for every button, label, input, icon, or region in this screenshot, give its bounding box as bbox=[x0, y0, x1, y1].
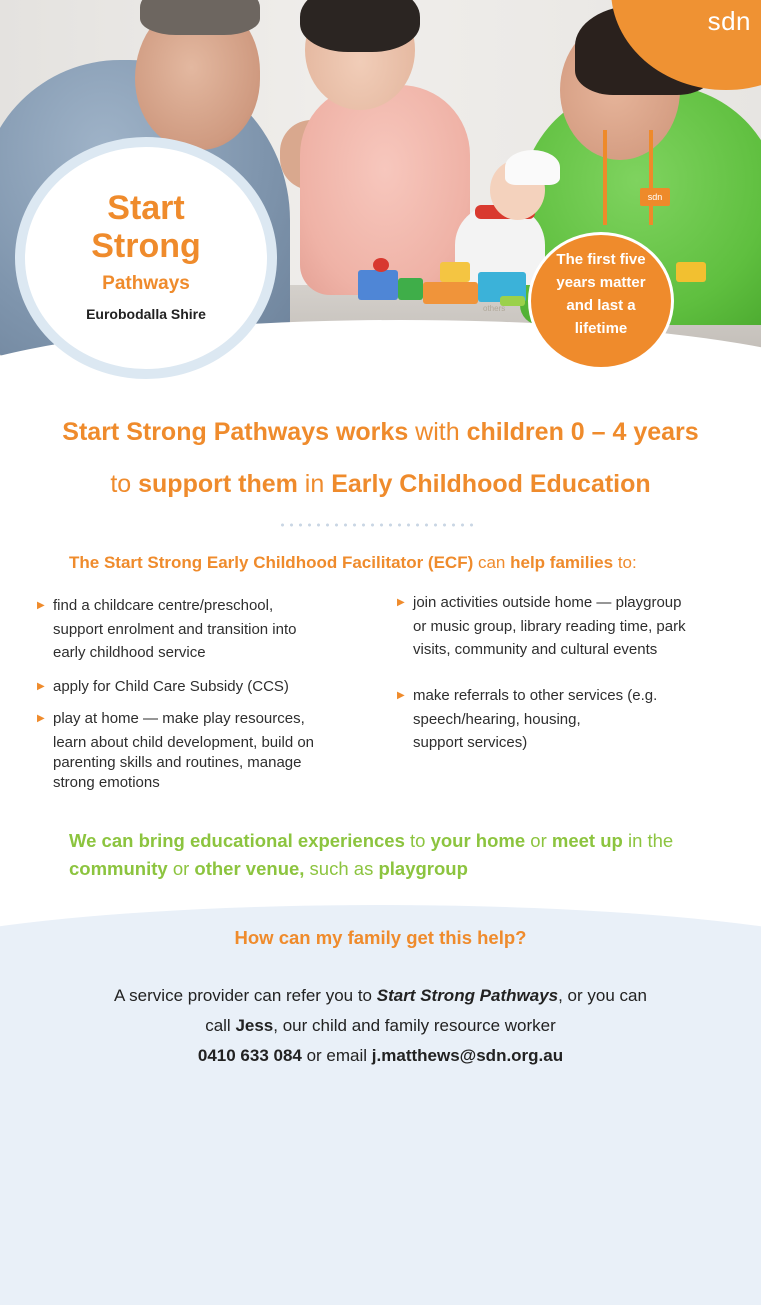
bullet-line: speech/hearing, housing, bbox=[413, 710, 581, 728]
contact-text: or email bbox=[301, 1046, 372, 1065]
bullet-line: support services) bbox=[413, 734, 528, 751]
tagline-badge bbox=[528, 232, 674, 370]
green-text: in the bbox=[622, 830, 674, 851]
photo-child-hair bbox=[300, 0, 420, 52]
tagline-line-1: The first five bbox=[556, 251, 646, 268]
toy-caption: others bbox=[483, 304, 506, 313]
bullet-line: play at home — make play resources, bbox=[53, 710, 305, 727]
green-statement-line-2 bbox=[69, 858, 468, 880]
headline-line-2 bbox=[0, 470, 761, 499]
headline-text-1: with bbox=[408, 418, 467, 446]
bullet-line: make referrals to other services (e.g. bbox=[413, 687, 658, 704]
green-bold: playgroup bbox=[378, 858, 468, 879]
sdn-logo: sdn bbox=[707, 6, 751, 36]
right-bullet-2 bbox=[397, 684, 658, 755]
bullet-line: apply for Child Care Subsidy (CCS) bbox=[53, 678, 289, 695]
green-bold: community bbox=[69, 858, 168, 879]
title-badge bbox=[25, 147, 267, 369]
subhead-bold-1: The Start Strong Early Childhood Facilitator (ECF) bbox=[69, 553, 474, 572]
title-start: Start bbox=[107, 189, 185, 227]
headline-line-1 bbox=[0, 418, 761, 447]
title-strong: Strong bbox=[91, 227, 201, 265]
green-text: or bbox=[167, 858, 195, 879]
help-question: How can my family get this help? bbox=[234, 927, 527, 948]
bullet-arrow-icon: ▶ bbox=[397, 597, 405, 608]
headline-bold-2: children 0 – 4 years bbox=[466, 418, 699, 446]
title-pathways: Pathways bbox=[102, 273, 190, 294]
bullet-line: or music group, library reading time, park bbox=[413, 617, 686, 635]
toy-block-orange bbox=[423, 282, 478, 304]
bullet-arrow-icon: ▶ bbox=[37, 600, 45, 611]
toy-block-yellow-2 bbox=[676, 262, 706, 282]
contact-text: A service provider can refer you to bbox=[114, 986, 377, 1005]
bullet-arrow-icon: ▶ bbox=[37, 681, 45, 692]
photo-man-hair bbox=[140, 0, 260, 35]
photo-shirt-logo: sdn bbox=[640, 188, 670, 206]
contact-section-background bbox=[0, 905, 761, 1305]
headline-text-3: in bbox=[297, 470, 332, 498]
bullet-line: join activities outside home — playgroup bbox=[413, 594, 682, 611]
contact-text: call bbox=[205, 1016, 236, 1035]
bullet-line: strong emotions bbox=[53, 774, 160, 791]
dotted-divider bbox=[278, 523, 473, 527]
green-bold: your home bbox=[430, 830, 526, 851]
headline-bold-4: Early Childhood Education bbox=[331, 470, 651, 498]
toy-block-blue bbox=[358, 270, 398, 300]
toy-chef-hat bbox=[505, 150, 560, 185]
bullet-line: support enrolment and transition into bbox=[53, 620, 297, 638]
green-bold: We can bring educational experiences bbox=[69, 830, 405, 851]
contact-program-name: Start Strong Pathways bbox=[376, 986, 559, 1005]
contact-email[interactable]: j.matthews@sdn.org.au bbox=[371, 1046, 564, 1065]
toy-block-red bbox=[373, 258, 389, 272]
headline-bold-3: support them bbox=[138, 470, 298, 498]
contact-text: , our child and family resource worker bbox=[273, 1016, 556, 1035]
toy-block-green bbox=[398, 278, 423, 300]
tagline-line-4: lifetime bbox=[574, 320, 628, 337]
subhead-bold-2: help families bbox=[510, 553, 614, 572]
title-location: Eurobodalla Shire bbox=[86, 306, 206, 322]
subhead-text-2: to: bbox=[613, 553, 637, 572]
right-bullet-1 bbox=[397, 591, 686, 662]
contact-person-name: Jess bbox=[235, 1016, 274, 1035]
left-bullet-3 bbox=[37, 709, 315, 793]
contact-phone[interactable]: 0410 633 084 bbox=[197, 1046, 302, 1065]
green-text: or bbox=[525, 830, 552, 851]
tagline-line-3: and last a bbox=[566, 297, 636, 314]
bullet-line: visits, community and cultural events bbox=[413, 641, 658, 658]
green-text: to bbox=[404, 830, 431, 851]
contact-text: , or you can bbox=[558, 986, 647, 1005]
green-bold: meet up bbox=[551, 830, 623, 851]
toy-block-yellow bbox=[440, 262, 470, 282]
tagline-line-2: years matter bbox=[556, 274, 646, 291]
subhead-text-1: can bbox=[473, 553, 511, 572]
ecf-subheading bbox=[69, 553, 637, 573]
contact-line-1 bbox=[0, 986, 761, 1006]
headline-bold-1: Start Strong Pathways works bbox=[62, 418, 409, 446]
green-text: such as bbox=[304, 858, 379, 879]
contact-line-3 bbox=[0, 1046, 761, 1066]
left-bullet-2 bbox=[37, 675, 289, 699]
headline-text-2: to bbox=[110, 470, 139, 498]
bullet-line: find a childcare centre/preschool, bbox=[53, 597, 274, 614]
bullet-line: early childhood service bbox=[53, 644, 206, 661]
photo-lanyard bbox=[603, 130, 653, 225]
bullet-line: parenting skills and routines, manage bbox=[53, 754, 302, 771]
bullet-line: learn about child development, build on bbox=[53, 734, 315, 751]
green-statement-line-1 bbox=[69, 830, 673, 852]
left-bullet-1 bbox=[37, 594, 297, 665]
contact-line-2 bbox=[0, 1016, 761, 1036]
green-bold: other venue, bbox=[194, 858, 305, 879]
bullet-arrow-icon: ▶ bbox=[37, 713, 45, 724]
bullet-arrow-icon: ▶ bbox=[397, 690, 405, 701]
